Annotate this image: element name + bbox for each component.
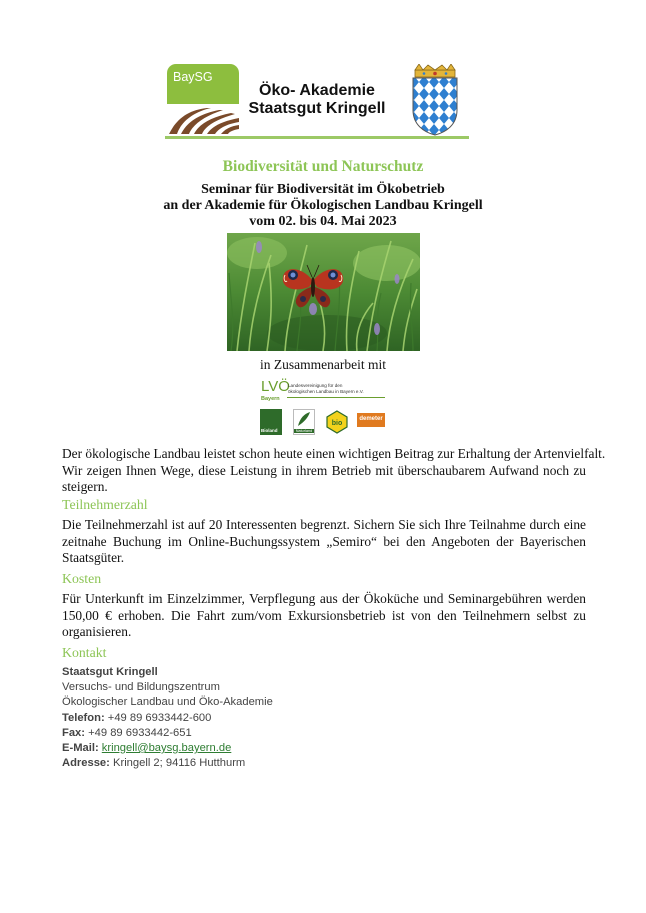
field-furrows-icon	[167, 104, 239, 136]
baysg-logo-text: BaySG	[173, 70, 213, 84]
contact-org: Staatsgut Kringell	[62, 666, 158, 678]
bio-seal-logo	[326, 410, 348, 434]
naturland-logo: Naturland	[293, 409, 315, 435]
partner-logos	[257, 376, 389, 438]
bio-seal-label: bio	[331, 420, 343, 427]
header-divider	[165, 136, 469, 139]
lvo-divider	[287, 397, 385, 398]
contact-email: E-Mail: kringell@baysg.bayern.de	[62, 742, 232, 755]
kosten-paragraph: Für Unterkunft im Einzelzimmer, Verpflegung aus der Ökoküche und Seminargebühren werden 150,00 € erhoben. Die Fahrt zum/vom Exkursionsbetrieb ist von den Teilnehmern selbst zu organisieren.	[62, 591, 586, 639]
page-header	[165, 62, 469, 140]
contact-line-2: Ökologischer Landbau und Öko-Akademie	[62, 696, 273, 709]
intro-paragraph: Der ökologische Landbau leistet schon heute einen wichtigen Beitrag zur Erhaltung der Artenvielfalt. Wir zeigen Ihnen Wege, diese Leistung in ihrem Betrieb mit überschaubarem Aufwand noch zu steigern.	[62, 446, 606, 494]
heading-teilnehmerzahl: Teilnehmerzahl	[62, 497, 148, 512]
contact-block	[62, 665, 273, 771]
email-link[interactable]: kringell@baysg.bayern.de	[101, 742, 232, 755]
seminar-subtitle: Seminar für Biodiversität im Ökobetrieb an der Akademie für Ökologischen Landbau Kringell vom 02. bis 04. Mai 2023	[0, 182, 646, 230]
bavarian-coat-of-arms-icon	[409, 64, 461, 136]
contact-fax: Fax: +49 89 6933442-651	[62, 726, 192, 739]
academy-title: Öko- Akademie Staatsgut Kringell	[248, 82, 386, 117]
butterfly-photo	[227, 233, 420, 351]
heading-kosten: Kosten	[62, 571, 102, 586]
baysg-logo	[167, 64, 239, 136]
contact-address: Adresse: Kringell 2; 94116 Hutthurm	[62, 757, 246, 770]
page-title: Biodiversität und Naturschutz	[222, 158, 424, 175]
naturland-leaf-icon	[294, 410, 314, 428]
teilnehmerzahl-paragraph: Die Teilnehmerzahl ist auf 20 Interessenten begrenzt. Sichern Sie sich Ihre Teilnahme durch eine zeitnahe Buchung im Online-Buchungssystem „Semiro“ bei den Angeboten der Bayerischen Staatsgüter.	[62, 517, 586, 565]
seminar-dates: vom 02. bis 04. Mai 2023	[249, 214, 397, 229]
contact-phone: Telefon: +49 89 6933442-600	[62, 711, 212, 724]
lvo-region: Bayern	[261, 396, 280, 402]
cooperation-text: in Zusammenarbeit mit	[260, 357, 386, 372]
contact-line-1: Versuchs- und Bildungszentrum	[62, 681, 220, 694]
lvo-full-name: Landesvereinigung für den ökologischen Landbau in Bayern e.V.	[288, 383, 364, 394]
demeter-logo: demeter	[357, 413, 385, 427]
bioland-logo: Bioland	[260, 409, 282, 435]
heading-kontakt: Kontakt	[62, 645, 107, 660]
lvo-logo: LVÖ	[261, 378, 290, 395]
peacock-butterfly-image	[227, 233, 420, 351]
